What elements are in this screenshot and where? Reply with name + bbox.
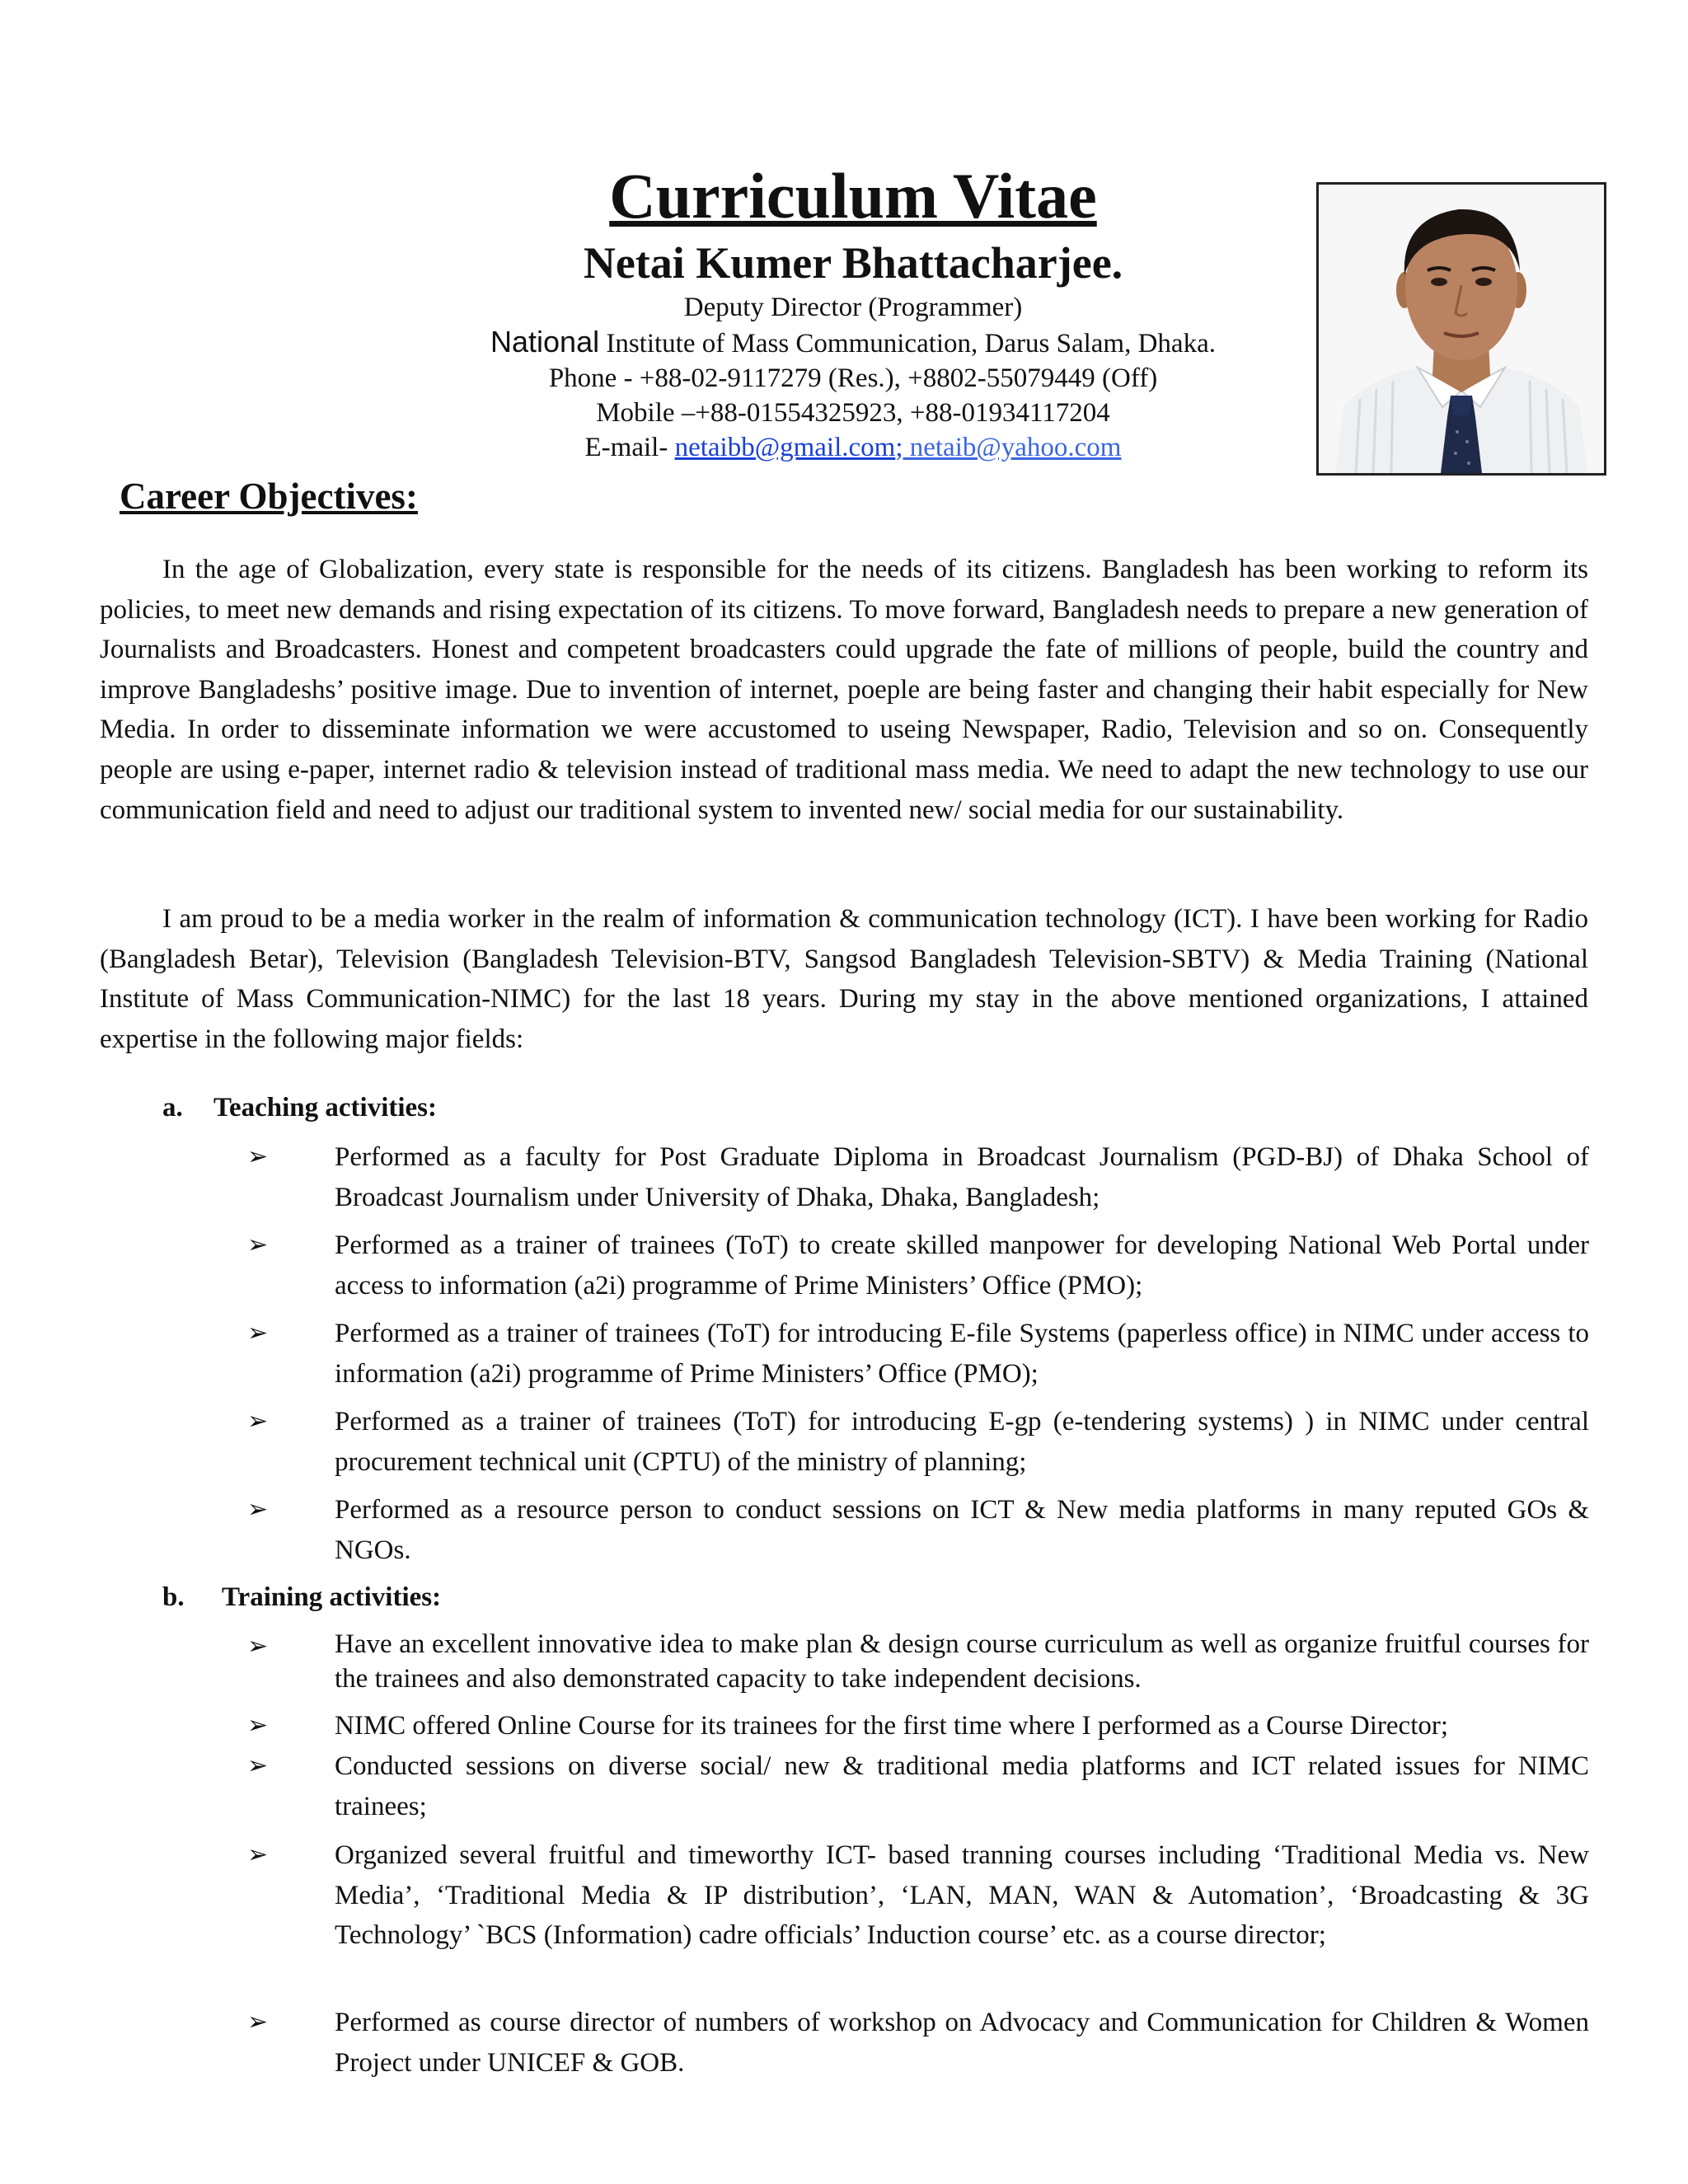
arrow-bullet-icon: ➢ bbox=[247, 1230, 269, 1259]
email-link-gmail[interactable]: netaibb@gmail.com bbox=[674, 433, 896, 462]
page-title: Curriculum Vitae bbox=[609, 160, 1097, 232]
arrow-bullet-icon: ➢ bbox=[247, 1407, 269, 1436]
training-letter: b. bbox=[162, 1582, 185, 1612]
list-item bbox=[247, 1226, 1589, 1305]
cv-header bbox=[330, 157, 1376, 465]
list-item-text: Performed as course director of numbers of workshop on Advocacy and Communication for Children & Women Project under UNICEF & GOB. bbox=[335, 2008, 1589, 2078]
person-name: Netai Kumer Bhattacharjee. bbox=[583, 238, 1123, 288]
arrow-bullet-icon: ➢ bbox=[247, 1751, 269, 1780]
list-item bbox=[247, 1137, 1589, 1217]
career-paragraph-1: In the age of Globalization, every state is responsible for the needs of its citizens. Bangladesh has been working to reform its policies, to meet new demands and rising expectation of its citizens. To move forward, Bangladesh needs to prepare a new generation of Journalists and Broadcasters. Honest and competent broadcasters could upgrade the fate of millions of people, build the country and improve Bangladeshs’ positive image. Due to invention of internet, poeple are being faster and changing their habit especially for New Media. In order to disseminate information we were accustomed to useing Newspaper, Radio, Television and so on. Consequently people are using e-paper, internet radio & television instead of traditional mass media. We need to adapt the new technology to use our communication field and need to adjust our traditional system to invented new/ social media for our sustainability. bbox=[100, 555, 1588, 825]
list-item bbox=[247, 1746, 1589, 1826]
list-item-text: Performed as a resource person to conduct sessions on ICT & New media platforms in many reputed GOs & NGOs. bbox=[335, 1495, 1589, 1565]
list-item bbox=[247, 1835, 1589, 1956]
list-item-text: Performed as a trainer of trainees (ToT) for introducing E-gp (e-tendering systems) ) in NIMC under central procurement technical unit (CPTU) of the ministry of planning; bbox=[335, 1407, 1589, 1477]
career-objectives-heading: Career Objectives: bbox=[120, 476, 418, 517]
list-item-text: Have an excellent innovative idea to make plan & design course curriculum as well as organize fruitful courses for the trainees and also demonstrated capacity to take independent decisions. bbox=[335, 1629, 1589, 1694]
arrow-bullet-icon: ➢ bbox=[247, 1632, 269, 1661]
phone: Phone - +88-02-9117279 (Res.), +8802-55079449 (Off) bbox=[548, 363, 1158, 393]
teaching-letter: a. bbox=[162, 1093, 183, 1122]
list-item bbox=[247, 2003, 1589, 2083]
list-item-text: Organized several fruitful and timeworthy ICT- based tranning courses including ‘Traditional Media vs. New Media’, ‘Traditional Media & IP distribution’, ‘LAN, MAN, WAN & Automation’, ‘Broadcasting & 3G Technology’ `BCS (Information) cadre officials’ Induction course’ etc. as a course director; bbox=[335, 1840, 1589, 1951]
list-item bbox=[247, 1627, 1589, 1696]
list-item-text: Conducted sessions on diverse social/ new & traditional media platforms and ICT related issues for NIMC trainees; bbox=[335, 1751, 1589, 1821]
list-item bbox=[247, 1490, 1589, 1570]
designation: Deputy Director (Programmer) bbox=[683, 293, 1023, 322]
institute-first-word: National bbox=[490, 325, 600, 359]
arrow-bullet-icon: ➢ bbox=[247, 1319, 269, 1347]
institute-rest: Institute of Mass Communication, Darus Salam, Dhaka. bbox=[599, 329, 1216, 359]
mobile: Mobile –+88-01554325923, +88-01934117204 bbox=[596, 398, 1110, 428]
arrow-bullet-icon: ➢ bbox=[247, 1840, 269, 1869]
list-item bbox=[247, 1314, 1589, 1394]
email-label: E-mail- bbox=[584, 433, 675, 462]
email-separator: ; bbox=[895, 433, 903, 462]
arrow-bullet-icon: ➢ bbox=[247, 1711, 269, 1740]
teaching-heading-text: Teaching activities: bbox=[213, 1093, 438, 1122]
teaching-heading bbox=[162, 1091, 437, 1124]
arrow-bullet-icon: ➢ bbox=[247, 1495, 269, 1524]
training-heading-text: Training activities: bbox=[222, 1582, 442, 1612]
portrait-image bbox=[1319, 185, 1604, 473]
arrow-bullet-icon: ➢ bbox=[247, 1142, 269, 1171]
list-item-text: NIMC offered Online Course for its trainees for the first time where I performed as a Course Director; bbox=[335, 1711, 1449, 1741]
arrow-bullet-icon: ➢ bbox=[247, 2008, 269, 2036]
profile-photo bbox=[1316, 182, 1606, 476]
career-paragraph-2: I am proud to be a media worker in the realm of information & communication technology (ICT). I have been working for Radio (Bangladesh Betar), Television (Bangladesh Television-BTV, Sangsod Bangladesh Television-SBTV) & Media Training (National Institute of Mass Communication-NIMC) for the last 18 years. During my stay in the above mentioned organizations, I attained expertise in the following major fields: bbox=[100, 904, 1588, 1054]
email-link-yahoo[interactable]: netaib@yahoo.com bbox=[903, 433, 1122, 462]
list-item-text: Performed as a trainer of trainees (ToT) for introducing E-file Systems (paperless office) in NIMC under access to information (a2i) programme of Prime Ministers’ Office (PMO); bbox=[335, 1319, 1589, 1389]
training-heading bbox=[162, 1581, 441, 1614]
institute bbox=[330, 325, 1376, 361]
list-item bbox=[247, 1706, 1589, 1746]
list-item bbox=[247, 1402, 1589, 1482]
list-item-text: Performed as a trainer of trainees (ToT) to create skilled manpower for developing National Web Portal under access to information (a2i) programme of Prime Ministers’ Office (PMO); bbox=[335, 1230, 1589, 1301]
email-line bbox=[330, 430, 1376, 465]
list-item-text: Performed as a faculty for Post Graduate Diploma in Broadcast Journalism (PGD-BJ) of Dhaka School of Broadcast Journalism under University of Dhaka, Dhaka, Bangladesh; bbox=[335, 1142, 1589, 1212]
